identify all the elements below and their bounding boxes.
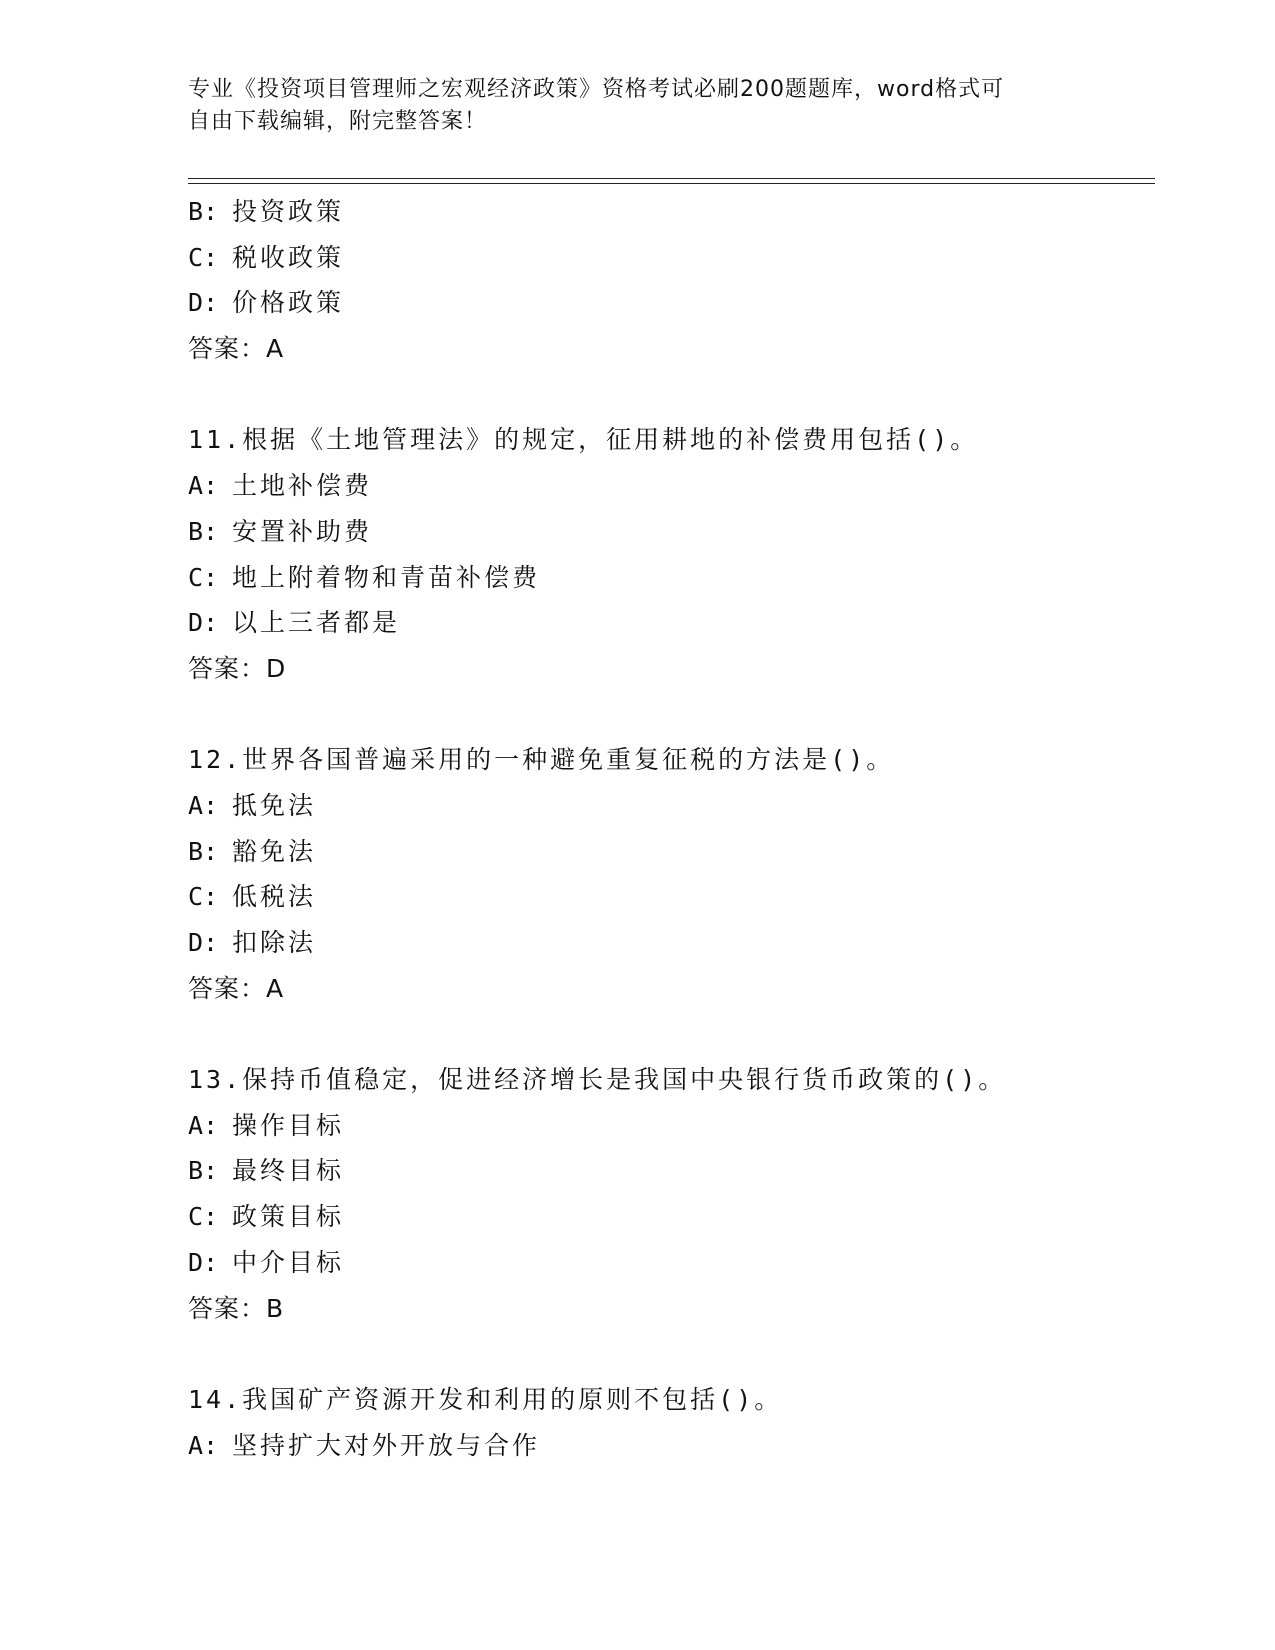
option-text: 安置补助费 bbox=[232, 516, 373, 546]
option-row bbox=[188, 189, 1138, 235]
option-letter: C: bbox=[188, 882, 219, 912]
document-header bbox=[188, 74, 1068, 138]
option-letter: D: bbox=[188, 608, 219, 638]
option-text: 土地补偿费 bbox=[232, 471, 373, 501]
option-row bbox=[188, 235, 1138, 281]
answer-line: 答案：A bbox=[188, 334, 285, 364]
option-letter: A: bbox=[188, 1430, 219, 1460]
header-divider-top bbox=[188, 178, 1155, 179]
option-row bbox=[188, 600, 1138, 646]
header-line-2: 自由下载编辑，附完整答案！ bbox=[188, 109, 488, 134]
header-line-1: 专业《投资项目管理师之宏观经济政策》资格考试必刷200题题库，word格式可 bbox=[188, 77, 1005, 102]
option-text: 坚持扩大对外开放与合作 bbox=[232, 1430, 541, 1460]
option-letter: D: bbox=[188, 928, 219, 957]
answer-line: 答案：B bbox=[188, 1293, 285, 1323]
option-text: 豁免法 bbox=[232, 836, 317, 866]
option-text: 价格政策 bbox=[232, 288, 345, 318]
answer-line: 答案：D bbox=[188, 653, 287, 683]
option-row bbox=[188, 280, 1138, 326]
option-text: 地上附着物和青苗补偿费 bbox=[232, 562, 541, 592]
option-text: 投资政策 bbox=[232, 197, 345, 226]
option-row bbox=[188, 1148, 1138, 1194]
question-stem: 12.世界各国普遍采用的一种避免重复征税的方法是()。 bbox=[188, 745, 895, 775]
option-letter: B: bbox=[188, 516, 219, 546]
option-row bbox=[188, 555, 1138, 601]
option-row bbox=[188, 1240, 1138, 1286]
option-text: 扣除法 bbox=[232, 928, 317, 957]
spacer bbox=[188, 372, 1138, 418]
option-row bbox=[188, 463, 1138, 509]
option-letter: A: bbox=[188, 1110, 219, 1140]
option-text: 最终目标 bbox=[232, 1156, 345, 1186]
option-letter: A: bbox=[188, 471, 219, 501]
header-divider-bottom bbox=[188, 183, 1155, 184]
spacer bbox=[188, 1331, 1138, 1377]
option-text: 政策目标 bbox=[232, 1202, 345, 1232]
option-letter: C: bbox=[188, 242, 219, 272]
option-letter: C: bbox=[188, 562, 219, 592]
option-row bbox=[188, 509, 1138, 555]
option-text: 以上三者都是 bbox=[232, 608, 401, 638]
option-text: 低税法 bbox=[232, 882, 317, 912]
question-stem: 13.保持币值稳定，促进经济增长是我国中央银行货币政策的()。 bbox=[188, 1065, 1007, 1095]
option-text: 操作目标 bbox=[232, 1110, 345, 1140]
option-letter: A: bbox=[188, 790, 219, 820]
option-text: 中介目标 bbox=[232, 1247, 345, 1277]
option-letter: B: bbox=[188, 197, 219, 226]
question-list bbox=[188, 189, 1138, 1468]
option-row bbox=[188, 874, 1138, 920]
option-letter: B: bbox=[188, 1156, 219, 1186]
question-stem: 14.我国矿产资源开发和利用的原则不包括()。 bbox=[188, 1384, 783, 1414]
option-row bbox=[188, 1103, 1138, 1149]
option-row bbox=[188, 829, 1138, 875]
option-row bbox=[188, 1423, 1138, 1469]
option-letter: D: bbox=[188, 288, 219, 318]
option-row bbox=[188, 1194, 1138, 1240]
spacer bbox=[188, 692, 1138, 738]
question-stem: 11.根据《土地管理法》的规定，征用耕地的补偿费用包括()。 bbox=[188, 425, 979, 455]
option-text: 抵免法 bbox=[232, 790, 317, 820]
spacer bbox=[188, 1011, 1138, 1057]
option-text: 税收政策 bbox=[232, 242, 345, 272]
option-row bbox=[188, 783, 1138, 829]
answer-line: 答案：A bbox=[188, 973, 285, 1003]
option-letter: C: bbox=[188, 1202, 219, 1232]
option-letter: D: bbox=[188, 1247, 219, 1277]
option-row bbox=[188, 920, 1138, 966]
option-letter: B: bbox=[188, 836, 219, 866]
